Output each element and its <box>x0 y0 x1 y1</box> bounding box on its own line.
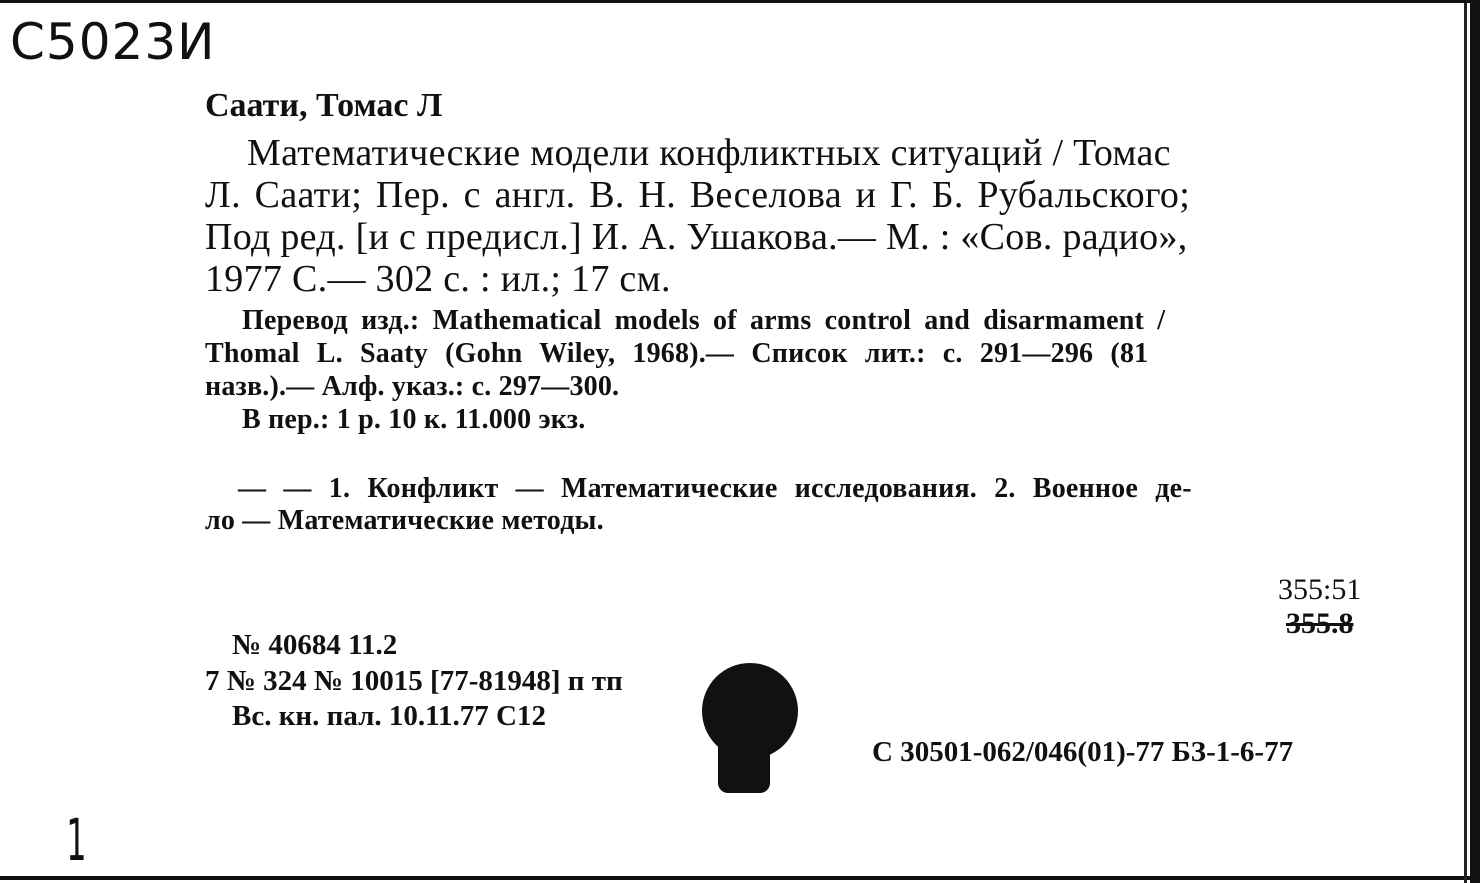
record-line-2: 7 № 324 № 10015 [77-81948] п тп <box>205 665 623 697</box>
translation-note-line-3: назв.).— Алф. указ.: с. 297—300. <box>205 371 620 402</box>
translation-note-line-1: Перевод изд.: Mathematical models of arms control and disarmament / <box>242 305 1166 336</box>
subject-line-2: ло — Математические методы. <box>205 505 604 536</box>
card-edge-shadow <box>1470 3 1480 883</box>
classification-number: 355:51 <box>1278 573 1362 606</box>
handwritten-mark: 1 <box>66 806 87 874</box>
price-line: В пер.: 1 р. 10 к. 11.000 экз. <box>242 404 586 435</box>
translation-note-line-2: Thomal L. Saaty (Gohn Wiley, 1968).— Список лит.: с. 291—296 (81 <box>205 338 1149 369</box>
card-edge-line <box>1464 3 1467 883</box>
handwritten-call-number: С5023И <box>10 13 216 71</box>
title-line-1: Математические модели конфликтных ситуаций / Томас <box>247 132 1171 174</box>
author-heading: Саати, Томас Л <box>205 87 443 124</box>
title-line-2: Л. Саати; Пер. с англ. В. Н. Веселова и Г. Б. Рубальского; <box>205 174 1191 216</box>
subject-line-1: — — 1. Конфликт — Математические исследования. 2. Военное де- <box>238 473 1192 504</box>
record-line-1: № 40684 11.2 <box>232 629 398 661</box>
catalog-code: С 30501-062/046(01)-77 БЗ-1-6-77 <box>872 736 1294 768</box>
title-line-3: Под ред. [и с предисл.] И. А. Ушакова.— М. : «Сов. радио», <box>205 216 1188 258</box>
title-line-4: 1977 С.— 302 с. : ил.; 17 см. <box>205 258 671 300</box>
classification-number-struck: 355.8 <box>1286 607 1354 640</box>
record-line-3: Вс. кн. пал. 10.11.77 С12 <box>232 700 546 732</box>
ink-stamp-stem <box>718 743 770 793</box>
